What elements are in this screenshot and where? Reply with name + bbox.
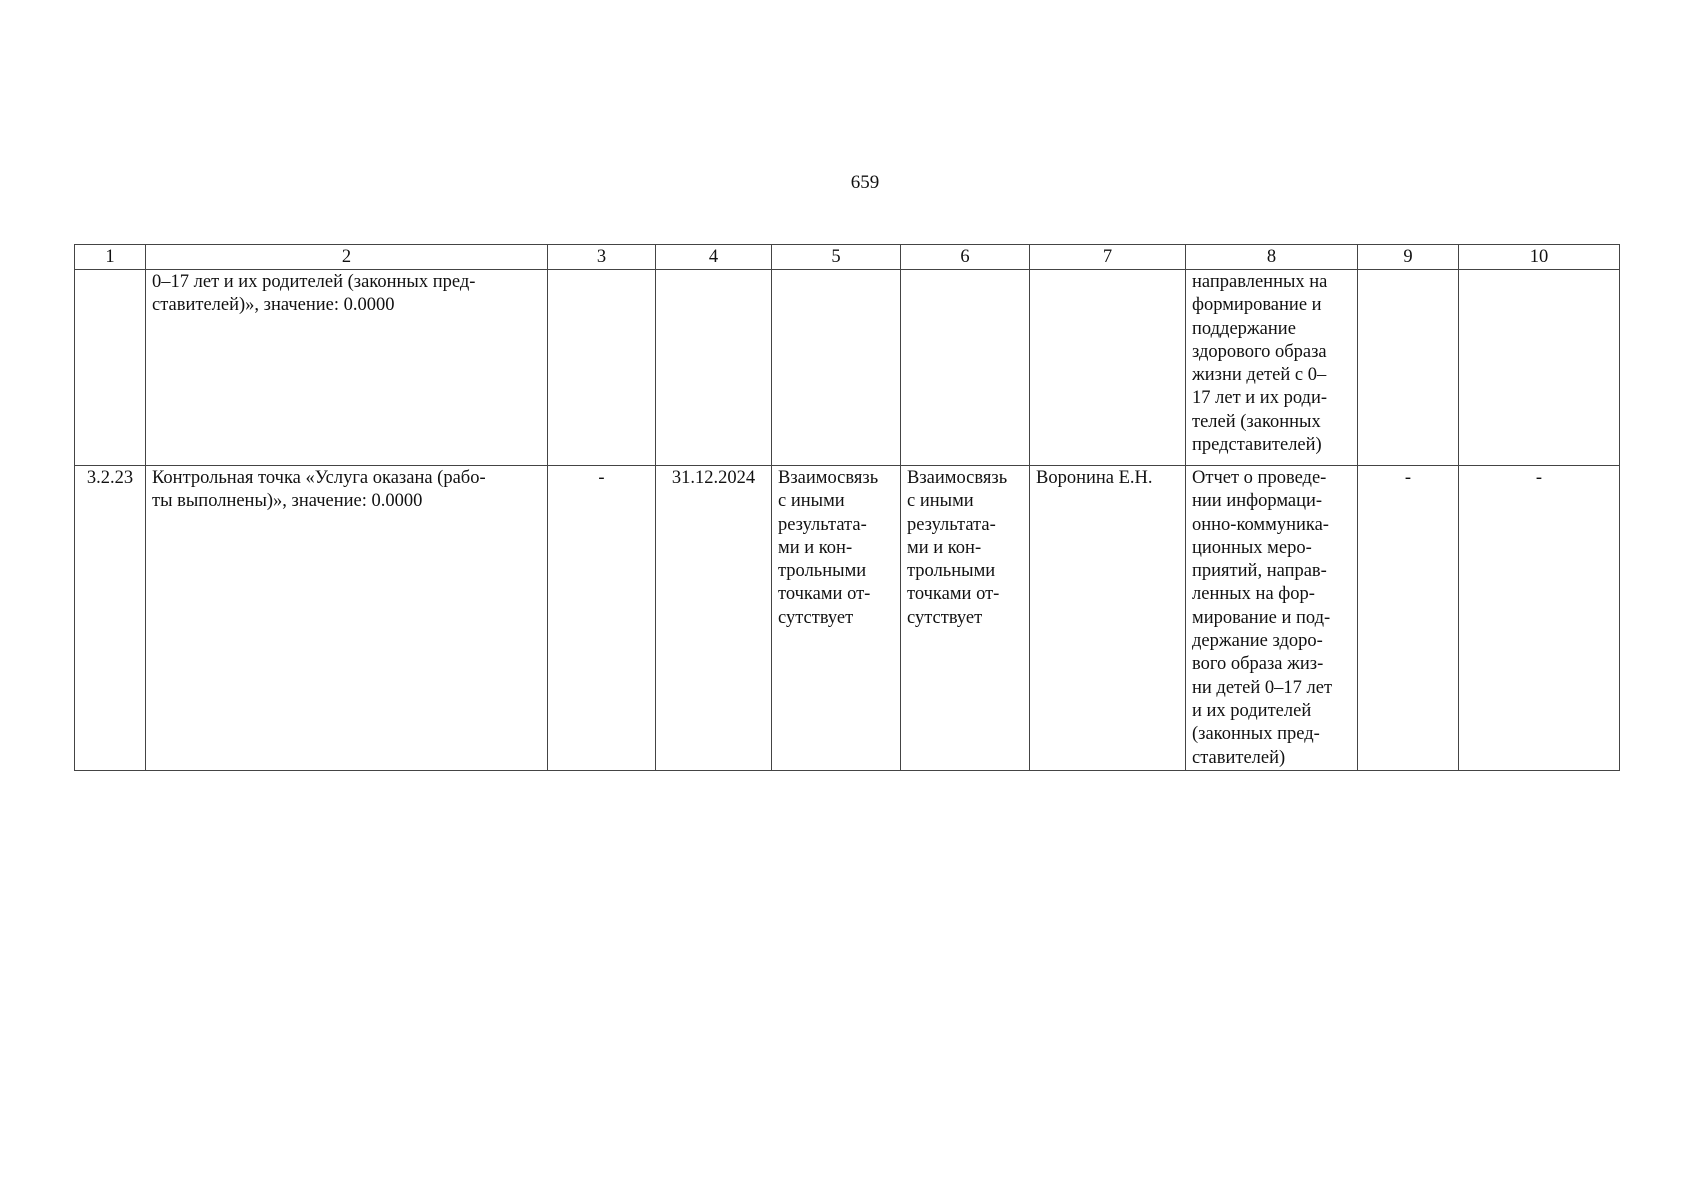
cell-number <box>75 270 146 466</box>
plan-table <box>74 244 1620 771</box>
col-header: 4 <box>656 245 772 270</box>
cell-date <box>656 270 772 466</box>
cell-c3 <box>548 270 656 466</box>
table-row <box>75 270 1620 466</box>
col-header: 1 <box>75 245 146 270</box>
col-header: 8 <box>1186 245 1358 270</box>
cell-date: 31.12.2024 <box>656 466 772 771</box>
cell-c10: - <box>1459 466 1620 771</box>
col-header: 9 <box>1358 245 1459 270</box>
cell-c3: - <box>548 466 656 771</box>
cell-c9: - <box>1358 466 1459 771</box>
page-number: 659 <box>850 172 880 193</box>
cell-c6: Взаимосвязь с иными результата- ми и кон- трольными точками от- сутствует <box>901 466 1030 771</box>
cell-document: Отчет о проведе- нии информаци- онно-коммуника- ционных меро- приятий, направ- ленных на фор- мирование и под- держание здоро- вого образа жиз- ни детей 0–17 лет и их родителей (законных пред- ставителей) <box>1186 466 1358 771</box>
cell-name: Контрольная точка «Услуга оказана (рабо- ты выполнены)», значение: 0.0000 <box>146 466 548 771</box>
col-header: 2 <box>146 245 548 270</box>
table-row <box>75 466 1620 771</box>
cell-c10 <box>1459 270 1620 466</box>
cell-document: направленных на формирование и поддержание здорового образа жизни детей с 0– 17 лет и их роди- телей (законных представителей) <box>1186 270 1358 466</box>
cell-number: 3.2.23 <box>75 466 146 771</box>
col-header: 3 <box>548 245 656 270</box>
cell-c5 <box>772 270 901 466</box>
col-header: 10 <box>1459 245 1620 270</box>
cell-c5: Взаимосвязь с иными результата- ми и кон- трольными точками от- сутствует <box>772 466 901 771</box>
cell-responsible: Воронина Е.Н. <box>1030 466 1186 771</box>
cell-name: 0–17 лет и их родителей (законных пред- ставителей)», значение: 0.0000 <box>146 270 548 466</box>
col-header: 5 <box>772 245 901 270</box>
cell-c6 <box>901 270 1030 466</box>
cell-c9 <box>1358 270 1459 466</box>
col-header: 7 <box>1030 245 1186 270</box>
header-row <box>75 245 1620 270</box>
cell-responsible <box>1030 270 1186 466</box>
col-header: 6 <box>901 245 1030 270</box>
